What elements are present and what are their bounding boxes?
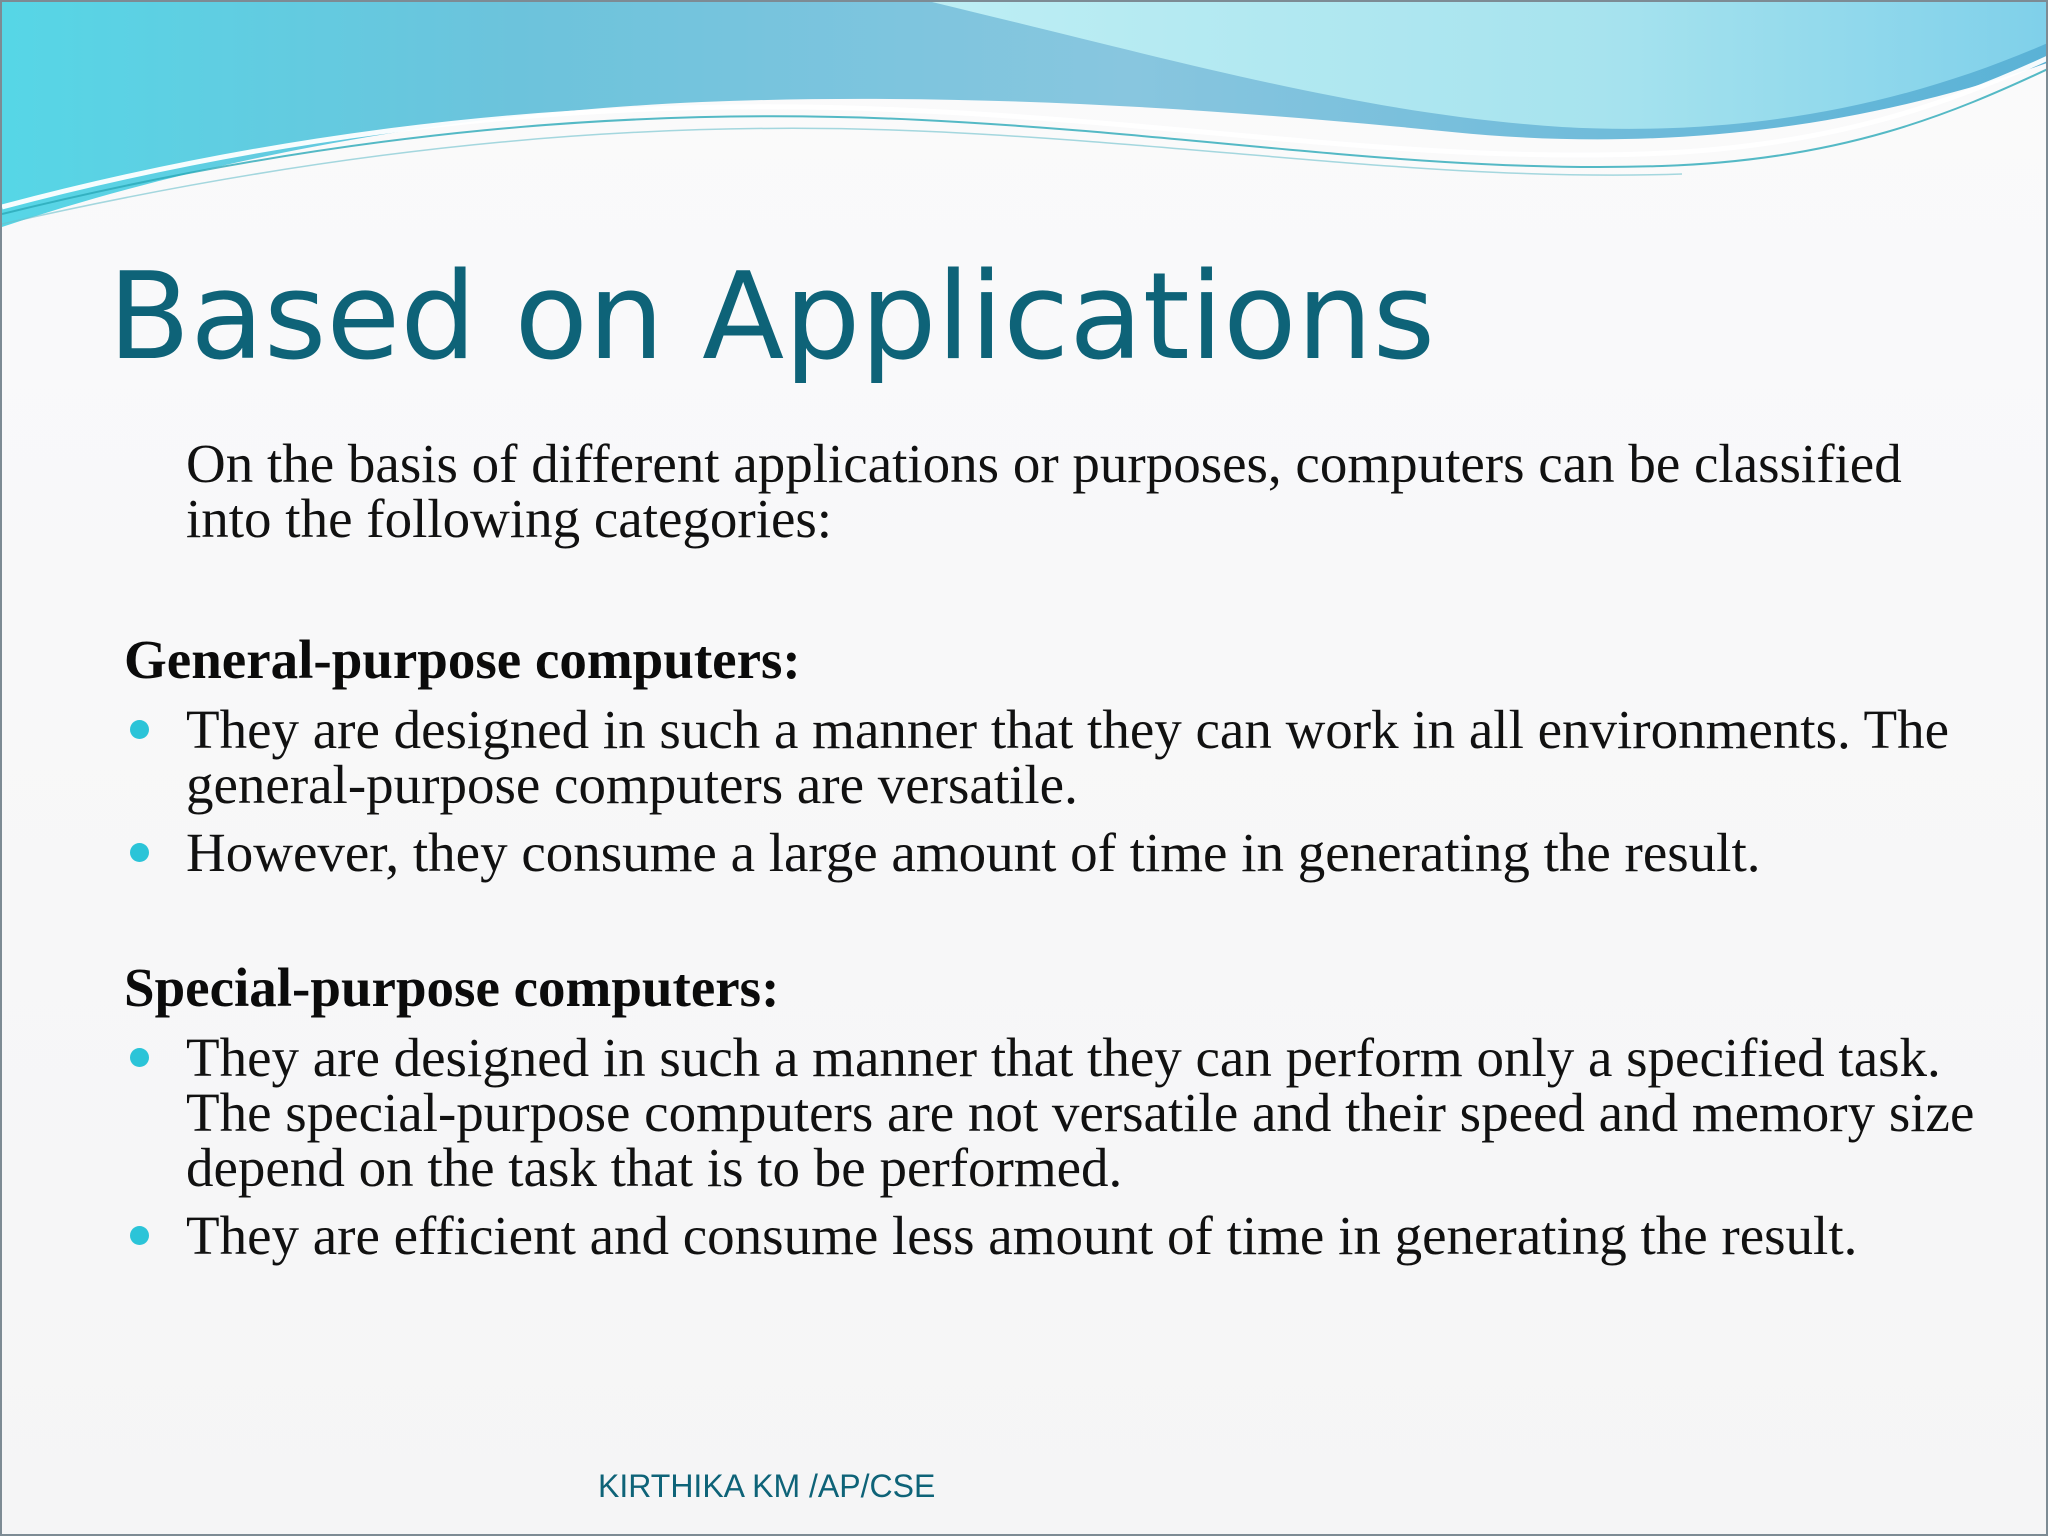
bullet-text: They are designed in such a manner that they can perform only a specified task. The special-purpose computers are not versatile and their speed and memory size depend on the task that is to be performed. [186, 1027, 1975, 1198]
list-item [124, 1027, 1984, 1198]
list-item [124, 699, 1984, 815]
list-item [124, 822, 1984, 883]
intro-paragraph: On the basis of different applications or purposes, computers can be classified into the following categories: [186, 433, 1902, 549]
general-purpose-bullet-list [124, 699, 1984, 893]
header-wave-decoration [2, 2, 2048, 242]
special-purpose-bullet-list [124, 1027, 1984, 1276]
bullet-text: They are designed in such a manner that they can work in all environments. The general-purpose computers are versatile. [186, 699, 1950, 815]
bullet-text: However, they consume a large amount of time in generating the result. [186, 822, 1761, 883]
section-heading-general-purpose: General-purpose computers: [124, 629, 801, 690]
bullet-text: They are efficient and consume less amount of time in generating the result. [186, 1205, 1858, 1266]
bullet-dot-icon [130, 1048, 149, 1067]
bullet-dot-icon [130, 843, 149, 862]
bullet-dot-icon [130, 720, 149, 739]
bullet-dot-icon [130, 1226, 149, 1245]
footer-author: KIRTHIKA KM /AP/CSE [598, 1468, 936, 1504]
list-item [124, 1205, 1984, 1266]
slide-title: Based on Applications [108, 248, 1436, 387]
section-heading-special-purpose: Special-purpose computers: [124, 957, 780, 1018]
